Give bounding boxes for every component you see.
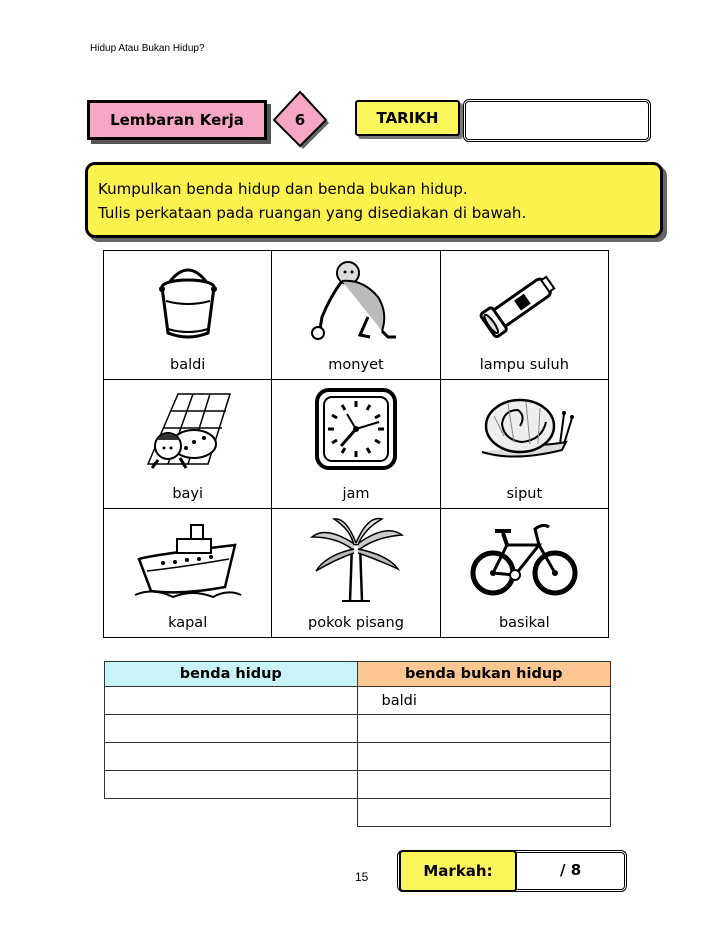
picture-label: lampu suluh [479,357,569,373]
picture-cell [440,251,608,380]
banana-tree-icon [272,515,439,603]
picture-cell [104,380,272,509]
living-things-header: benda hidup [105,662,358,687]
page-number: 15 [355,870,369,884]
living-answer-cell[interactable] [105,715,358,743]
living-answer-cell[interactable] [105,687,358,715]
ship-icon [104,515,271,603]
instruction-line-1: Kumpulkan benda hidup dan benda bukan hidup. [98,180,468,198]
clock-icon [272,386,439,474]
nonliving-answer-cell[interactable] [357,799,611,827]
empty-cell [105,799,358,827]
worksheet-label: Lembaran Kerja [87,100,267,140]
living-answer-cell[interactable] [105,771,358,799]
monkey-icon [272,257,439,345]
nonliving-answer-cell[interactable] [357,743,611,771]
nonliving-answer-cell[interactable] [357,771,611,799]
baby-icon [104,386,271,474]
picture-label: basikal [498,615,550,631]
picture-label: kapal [168,615,208,631]
instruction-line-2: Tulis perkataan pada ruangan yang disediakan di bawah. [98,204,527,222]
nonliving-answer-cell[interactable]: baldi [357,687,611,715]
instructions-box [85,162,663,238]
worksheet-number-badge [270,90,330,150]
picture-cell [104,251,272,380]
picture-cell [272,251,440,380]
running-header: Hidup Atau Bukan Hidup? [90,43,205,54]
answer-table [104,661,611,827]
picture-cell [272,509,440,638]
picture-label: siput [506,486,543,502]
marks-label: Markah: [399,850,517,892]
snail-icon [441,386,608,474]
picture-cell [440,509,608,638]
bicycle-icon [441,515,608,603]
picture-cell [104,509,272,638]
picture-label: bayi [172,486,204,502]
picture-label: pokok pisang [308,615,404,631]
living-answer-cell[interactable] [105,743,358,771]
picture-label: monyet [328,357,384,373]
bucket-icon [104,257,271,345]
worksheet-number: 6 [294,111,306,129]
date-label: TARIKH [355,100,460,136]
picture-grid [103,250,609,638]
flashlight-icon [441,257,608,345]
marks-total: / 8 [560,861,582,879]
date-field[interactable] [463,99,651,142]
picture-label: baldi [169,357,206,373]
nonliving-answer-cell[interactable] [357,715,611,743]
picture-cell [440,380,608,509]
nonliving-things-header: benda bukan hidup [357,662,611,687]
picture-label: jam [342,486,370,502]
picture-cell [272,380,440,509]
